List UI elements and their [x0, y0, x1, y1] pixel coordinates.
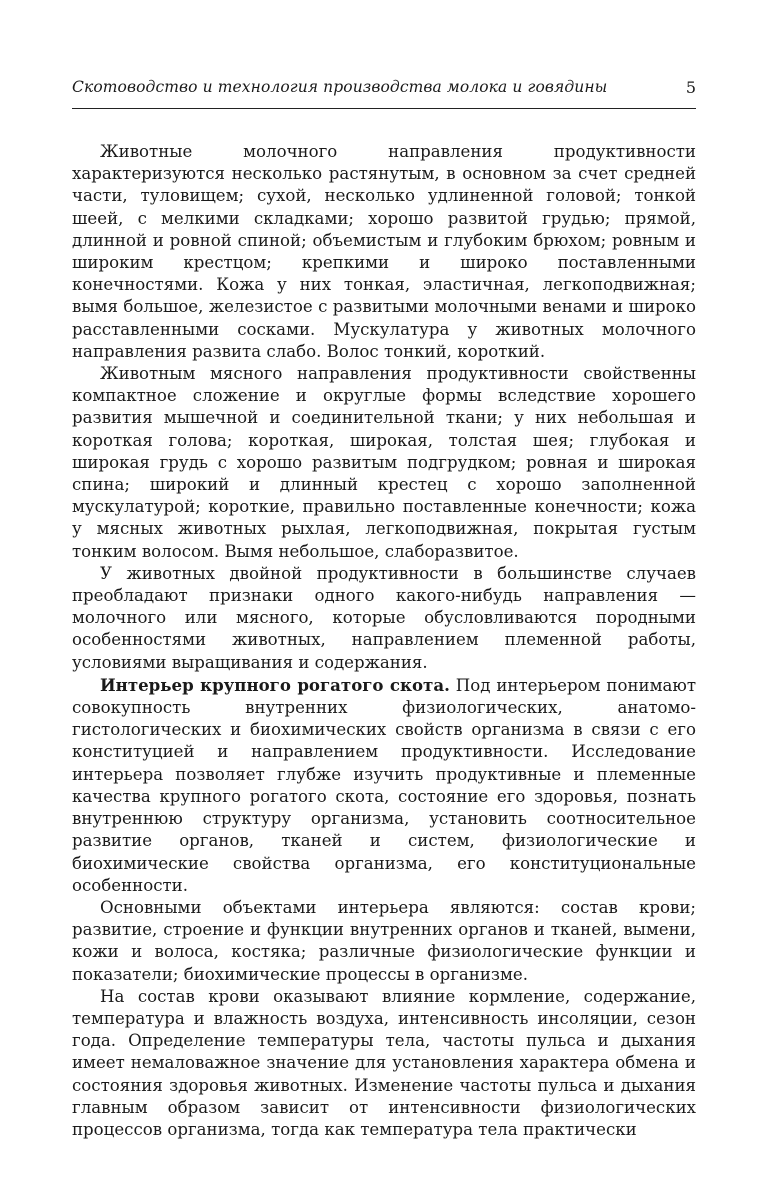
paragraph-beef-cattle: Животным мясного направления продуктивности свойственны компактное сложение и округлые формы вследствие хорошего развития мышечной и соединительной ткани; у них небольшая и короткая голова; короткая, широкая, толстая шея; глубокая и широкая грудь с хорошо развитым подгрудком; ровная и широкая спина; широкий и длинный крестец с хорошо заполненной мускулатурой; короткие, правильно поставленные конечности; кожа у мясных животных рыхлая, легкоподвижная, покрытая густым тонким волосом. Вымя небольшое, слаборазвитое.: [72, 364, 696, 561]
section-heading-interior: Интерьер крупного рогатого скота.: [100, 674, 450, 695]
page-header: [72, 78, 696, 109]
paragraph-dairy-cattle: Животные молочного направления продуктивности характеризуются несколько растянутым, в основном за счет средней части, туловищем; сухой, несколько удлиненной головой; тонкой шеей, с мелкими складками; хорошо развитой грудью; прямой, длинной и ровной спиной; объемистым и глубоким брюхом; ровным и широким крестцом; крепкими и широко поставленными конечностями. Кожа у них тонкая, эластичная, легкоподвижная; вымя большое, железистое с развитыми молочными венами и широко расставленными сосками. Мускулатура у животных молочного направления развита слабо. Волос тонкий, короткий.: [72, 142, 696, 361]
paragraph-interior-text: Под интерьером понимают совокупность внутренних физиологических, анатомо-гистологических и биохимических свойств организма в связи с его конституцией и направлением продуктивности. Исследование интерьера позволяет глубже изучить продуктивные и племенные качества крупного рогатого скота, состояние его здоровья, познать внутреннюю структуру организма, установить соотносительное развитие органов, тканей и систем, физиологические и биохимические свойства организма, его конституциональные особенности.: [72, 675, 696, 895]
paragraph-blood-composition: На состав крови оказывают влияние кормление, содержание, температура и влажность воздуха, интенсивность инсоляции, сезон года. Определение температуры тела, частоты пульса и дыхания имеет немаловажное значение для установления характера обмена и состояния здоровья животных. Изменение частоты пульса и дыхания главным образом зависит от интенсивности физиологических процессов организма, тогда как температура тела практически: [72, 986, 696, 1139]
running-title: Скотоводство и технология производства молока и говядины: [72, 78, 608, 96]
page-number: 5: [685, 78, 696, 97]
paragraph-interior-objects: Основными объектами интерьера являются: состав крови; развитие, строение и функции внутренних органов и тканей, вымени, кожи и волоса, костяка; различные физиологические функции и показатели; биохимические процессы в организме.: [72, 897, 696, 984]
page-body: [72, 141, 696, 1141]
paragraph-dual-purpose: У животных двойной продуктивности в большинстве случаев преобладают признаки одного какого-нибудь направления — молочного или мясного, которые обусловливаются породными особенностями животных, направлением племенной работы, условиями выращивания и содержания.: [72, 563, 696, 672]
paragraph-interior: [72, 674, 696, 897]
